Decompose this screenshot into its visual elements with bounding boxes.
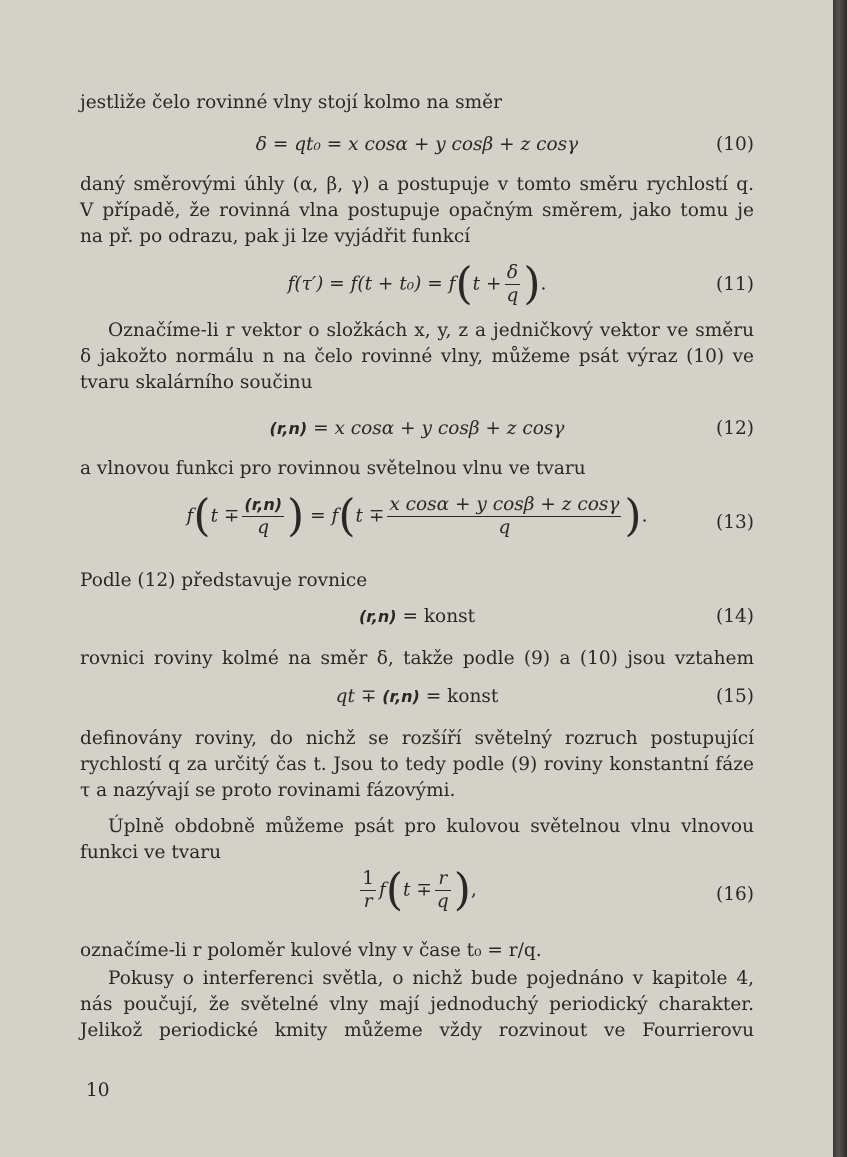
equation-10-number: (10): [716, 134, 754, 155]
paragraph-9: [80, 966, 754, 1044]
fraction-denominator: q: [506, 285, 519, 306]
eq13-fraction-1: [242, 494, 284, 539]
equation-11-left: f(τ′) = f(t + t₀) = f: [287, 273, 456, 295]
eq13-equals: =: [310, 505, 326, 527]
eq13-f1: f: [186, 505, 194, 527]
paragraph-9-line-3: Jelikož periodické kmity můžeme vždy rozvinout ve Fourrierovu: [80, 1020, 754, 1041]
paragraph-1-line-1: daný směrovými úhly (α, β, γ) a postupuje v tomto směru rychlostí q.: [80, 174, 754, 195]
equation-11-tail: .: [540, 273, 547, 295]
equation-11-arg: t +: [472, 273, 502, 295]
eq13-tail: .: [641, 505, 648, 527]
equation-10: [80, 134, 754, 174]
eq13-fraction-2: [387, 494, 621, 539]
equation-12-rhs: = x cosα + y cosβ + z cosγ: [313, 418, 565, 439]
paragraph-5: rovnici roviny kolmé na směr δ, takže podle (9) a (10) jsou vztahem: [80, 648, 754, 669]
paragraph-9-line-1: Pokusy o interferenci světla, o nichž bude pojednáno v kapitole 4,: [108, 968, 754, 989]
eq13-t2: t ∓: [355, 505, 385, 527]
equation-16-number: (16): [716, 884, 754, 905]
fraction-denominator: q: [387, 516, 621, 539]
paragraph-1-line-3: na př. po odrazu, pak ji lze vyjádřit funkcí: [80, 226, 471, 247]
fraction-numerator: x cosα + y cosβ + z cosγ: [389, 494, 620, 515]
paragraph-2-line-3: tvaru skalárního součinu: [80, 372, 313, 393]
paragraph-7-line-2: funkci ve tvaru: [80, 842, 221, 863]
equation-15-number: (15): [716, 686, 754, 707]
fraction-denominator: r: [360, 890, 376, 913]
equation-11-formula: [80, 258, 754, 310]
paragraph-7-line-1: Úplně obdobně můžeme psát pro kulovou světelnou vlnu vlnovou: [108, 816, 754, 837]
paragraph-6-line-1: definovány roviny, do nichž se rozšíří světelný rozruch postupující: [80, 728, 754, 749]
paren-open: (: [338, 490, 356, 542]
equation-15-lhs: qt ∓: [335, 686, 377, 707]
fraction-denominator: q: [436, 891, 449, 912]
paren-close: ): [523, 258, 541, 310]
paragraph-4: Podle (12) představuje rovnice: [80, 570, 368, 591]
paren-open: (: [193, 490, 211, 542]
equation-16: [80, 864, 754, 924]
equation-13-number: (13): [716, 512, 754, 533]
eq13-t1: t ∓: [210, 505, 240, 527]
equation-11: [80, 258, 754, 314]
equation-12-formula: [80, 418, 754, 439]
intro-line: jestliže čelo rovinné vlny stojí kolmo na směr: [80, 92, 502, 113]
paragraph-6-line-2: rychlostí q za určitý čas t. Jsou to tedy podle (9) roviny konstantní fáze: [80, 754, 754, 775]
eq16-f: f: [379, 879, 386, 901]
paragraph-6-line-3: τ a nazývají se proto rovinami fázovými.: [80, 780, 456, 801]
page-number: 10: [86, 1080, 110, 1101]
eq16-fraction-1: [360, 868, 376, 913]
fraction-numerator: δ: [506, 262, 518, 283]
equation-14-number: (14): [716, 606, 754, 627]
paragraph-9-line-2: nás poučují, že světelné vlny mají jednoduchý periodický charakter.: [80, 994, 754, 1015]
paragraph-3: a vlnovou funkci pro rovinnou světelnou vlnu ve tvaru: [80, 458, 586, 479]
vector-product: (r,n): [382, 687, 420, 706]
paragraph-2: [80, 318, 754, 396]
paragraph-2-line-1: Označíme-li r vektor o složkách x, y, z a jedničkový vektor ve směru: [108, 320, 754, 341]
equation-14-rhs: = konst: [402, 606, 476, 627]
paragraph-1: [80, 172, 754, 250]
equation-14: [80, 606, 754, 646]
paren-close: ): [453, 864, 471, 916]
paragraph-2-line-2: δ jakožto normálu n na čelo rovinné vlny, můžeme psát výraz (10) ve: [80, 346, 754, 367]
fraction-numerator: r: [438, 868, 448, 889]
eq16-fraction-2: [435, 868, 451, 913]
eq13-f2: f: [331, 505, 339, 527]
fraction-denominator: q: [242, 516, 284, 539]
equation-13: [80, 490, 754, 552]
page-edge-shadow: [833, 0, 847, 1157]
equation-15-formula: [80, 686, 754, 707]
paren-open: (: [385, 864, 404, 916]
equation-13-formula: [80, 490, 754, 542]
paragraph-6: [80, 726, 754, 804]
paren-open: (: [455, 258, 473, 310]
eq16-tail: ,: [470, 879, 477, 901]
vector-product: (r,n): [358, 607, 397, 626]
vector-product: (r,n): [269, 419, 308, 438]
equation-12: [80, 418, 754, 458]
paren-close: ): [287, 490, 305, 542]
equation-15-rhs: = konst: [425, 686, 499, 707]
eq16-t: t ∓: [403, 879, 432, 901]
equation-12-number: (12): [716, 418, 754, 439]
fraction-numerator: 1: [362, 868, 374, 889]
equation-14-formula: [80, 606, 754, 627]
equation-15: [80, 686, 754, 726]
equation-11-number: (11): [716, 274, 754, 295]
paren-close: ): [624, 490, 642, 542]
paragraph-8: označíme-li r poloměr kulové vlny v čase t₀ = r/q.: [80, 940, 542, 961]
equation-16-formula: [80, 864, 754, 916]
paragraph-1-line-2: V případě, že rovinná vlna postupuje opačným směrem, jako tomu je: [80, 200, 754, 221]
equation-10-formula: δ = qt₀ = x cosα + y cosβ + z cosγ: [255, 134, 579, 155]
equation-11-fraction: [505, 262, 521, 307]
paragraph-7: [80, 814, 754, 866]
fraction-numerator: (r,n): [244, 495, 283, 514]
